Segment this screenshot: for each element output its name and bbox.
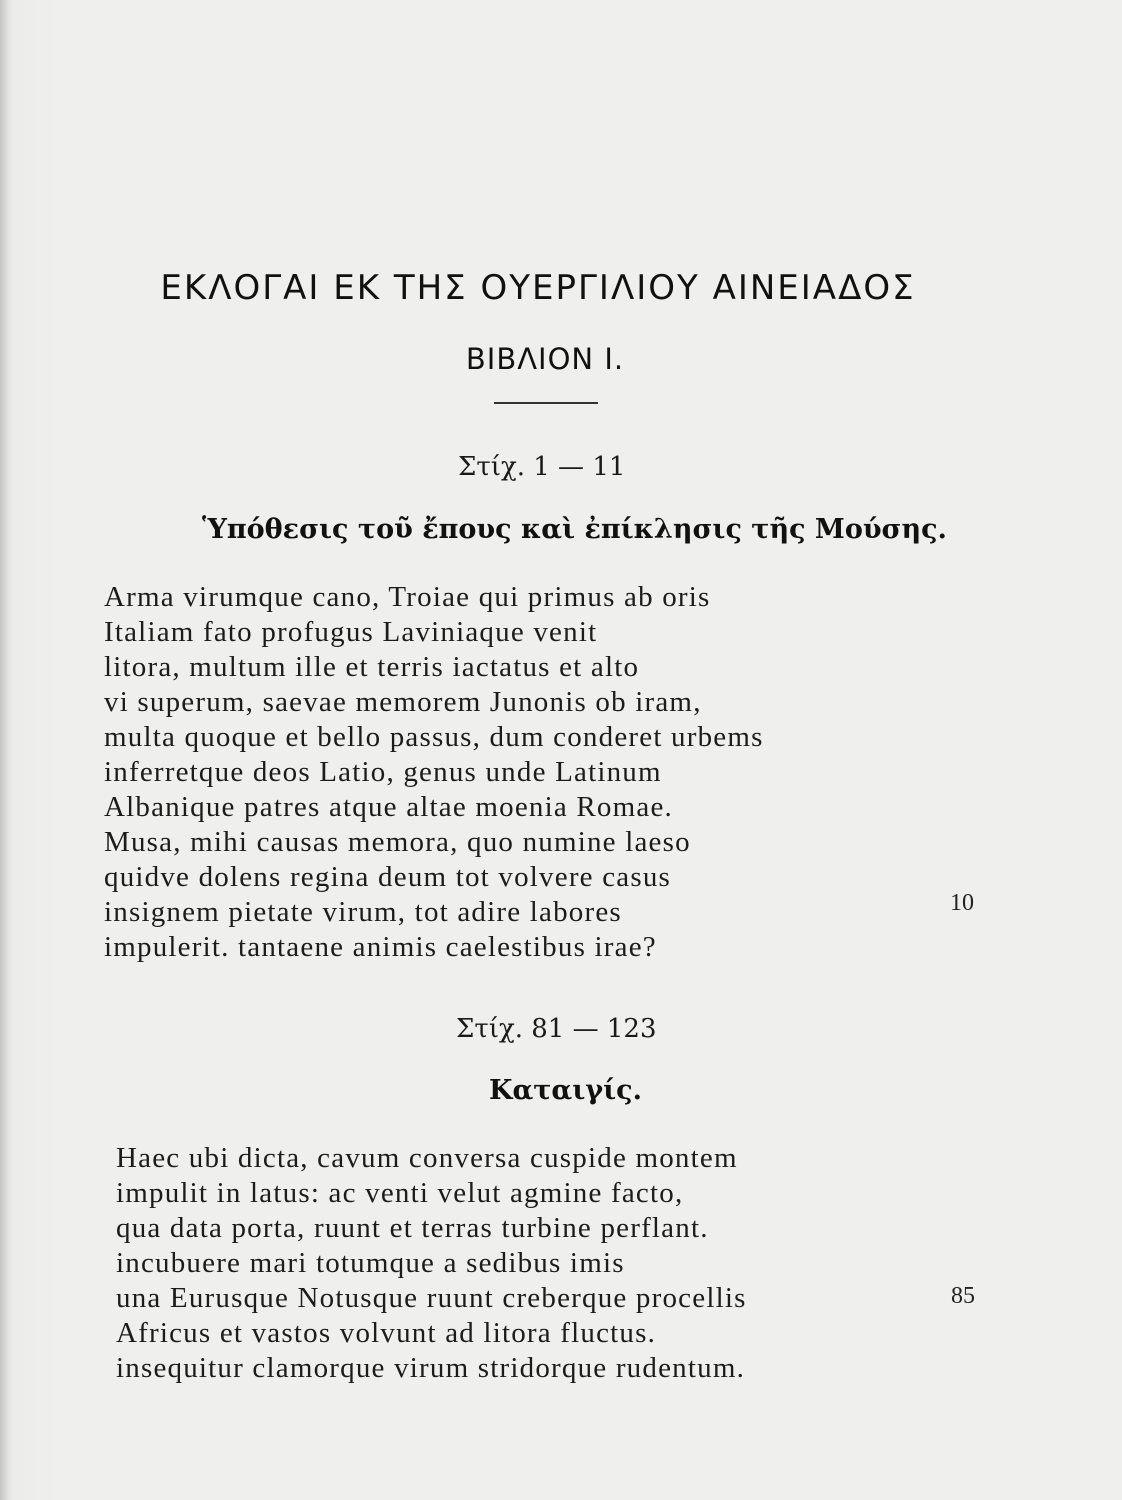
poem-line: quidve dolens regina deum tot volvere casus: [104, 861, 672, 893]
poem-line: multa quoque et bello passus, dum conderet urbems: [104, 721, 764, 753]
page-title: ΕΚΛΟΓΑΙ ΕΚ ΤΗΣ ΟΥΕΡΓΙΛΙΟΥ ΑΙΝΕΙΑΔΟΣ: [160, 268, 916, 308]
poem-line: Arma virumque cano, Troiae qui primus ab oris: [104, 581, 711, 613]
poem-line: vi superum, saevae memorem Junonis ob iram,: [104, 686, 702, 718]
poem-line: Haec ubi dicta, cavum conversa cuspide montem: [116, 1142, 738, 1174]
poem-line: una Eurusque Notusque ruunt creberque procellis: [116, 1282, 747, 1314]
poem-line: insequitur clamorque virum stridorque rudentum.: [116, 1352, 746, 1384]
poem-line: impulit in latus: ac venti velut agmine facto,: [116, 1177, 684, 1209]
poem-line: impulerit. tantaene animis caelestibus irae?: [104, 931, 657, 963]
verse-range-1: Στίχ. 1 — 11: [458, 452, 626, 482]
section-heading-2: Καταιγίς.: [489, 1075, 642, 1106]
poem-block-2: [116, 1141, 747, 1386]
title-divider: [494, 402, 598, 404]
poem-line: incubuere mari totumque a sedibus imis: [116, 1247, 625, 1279]
book-heading: ΒΙΒΛΙΟΝ Ι.: [465, 342, 625, 376]
poem-line: qua data porta, ruunt et terras turbine perflant.: [116, 1212, 709, 1244]
poem-line: Albanique patres atque altae moenia Romae.: [104, 791, 673, 823]
page-binding-edge: [0, 0, 8, 1500]
poem-line: inferretque deos Latio, genus unde Latinum: [104, 756, 662, 788]
poem-line: litora, multum ille et terris iactatus et alto: [104, 651, 640, 683]
line-number-10: 10: [950, 890, 974, 916]
section-heading-1: Ὑπόθεσις τοῦ ἔπους καὶ ἐπίκλησις τῆς Μούσης.: [202, 514, 947, 545]
verse-range-2: Στίχ. 81 — 123: [456, 1014, 657, 1044]
poem-line: insignem pietate virum, tot adire labores: [104, 896, 622, 928]
poem-block-1: [104, 580, 764, 965]
poem-line: Italiam fato profugus Laviniaque venit: [104, 616, 598, 648]
line-number-85: 85: [951, 1283, 975, 1309]
poem-line: Musa, mihi causas memora, quo numine laeso: [104, 826, 691, 858]
poem-line: Africus et vastos volvunt ad litora fluctus.: [116, 1317, 657, 1349]
